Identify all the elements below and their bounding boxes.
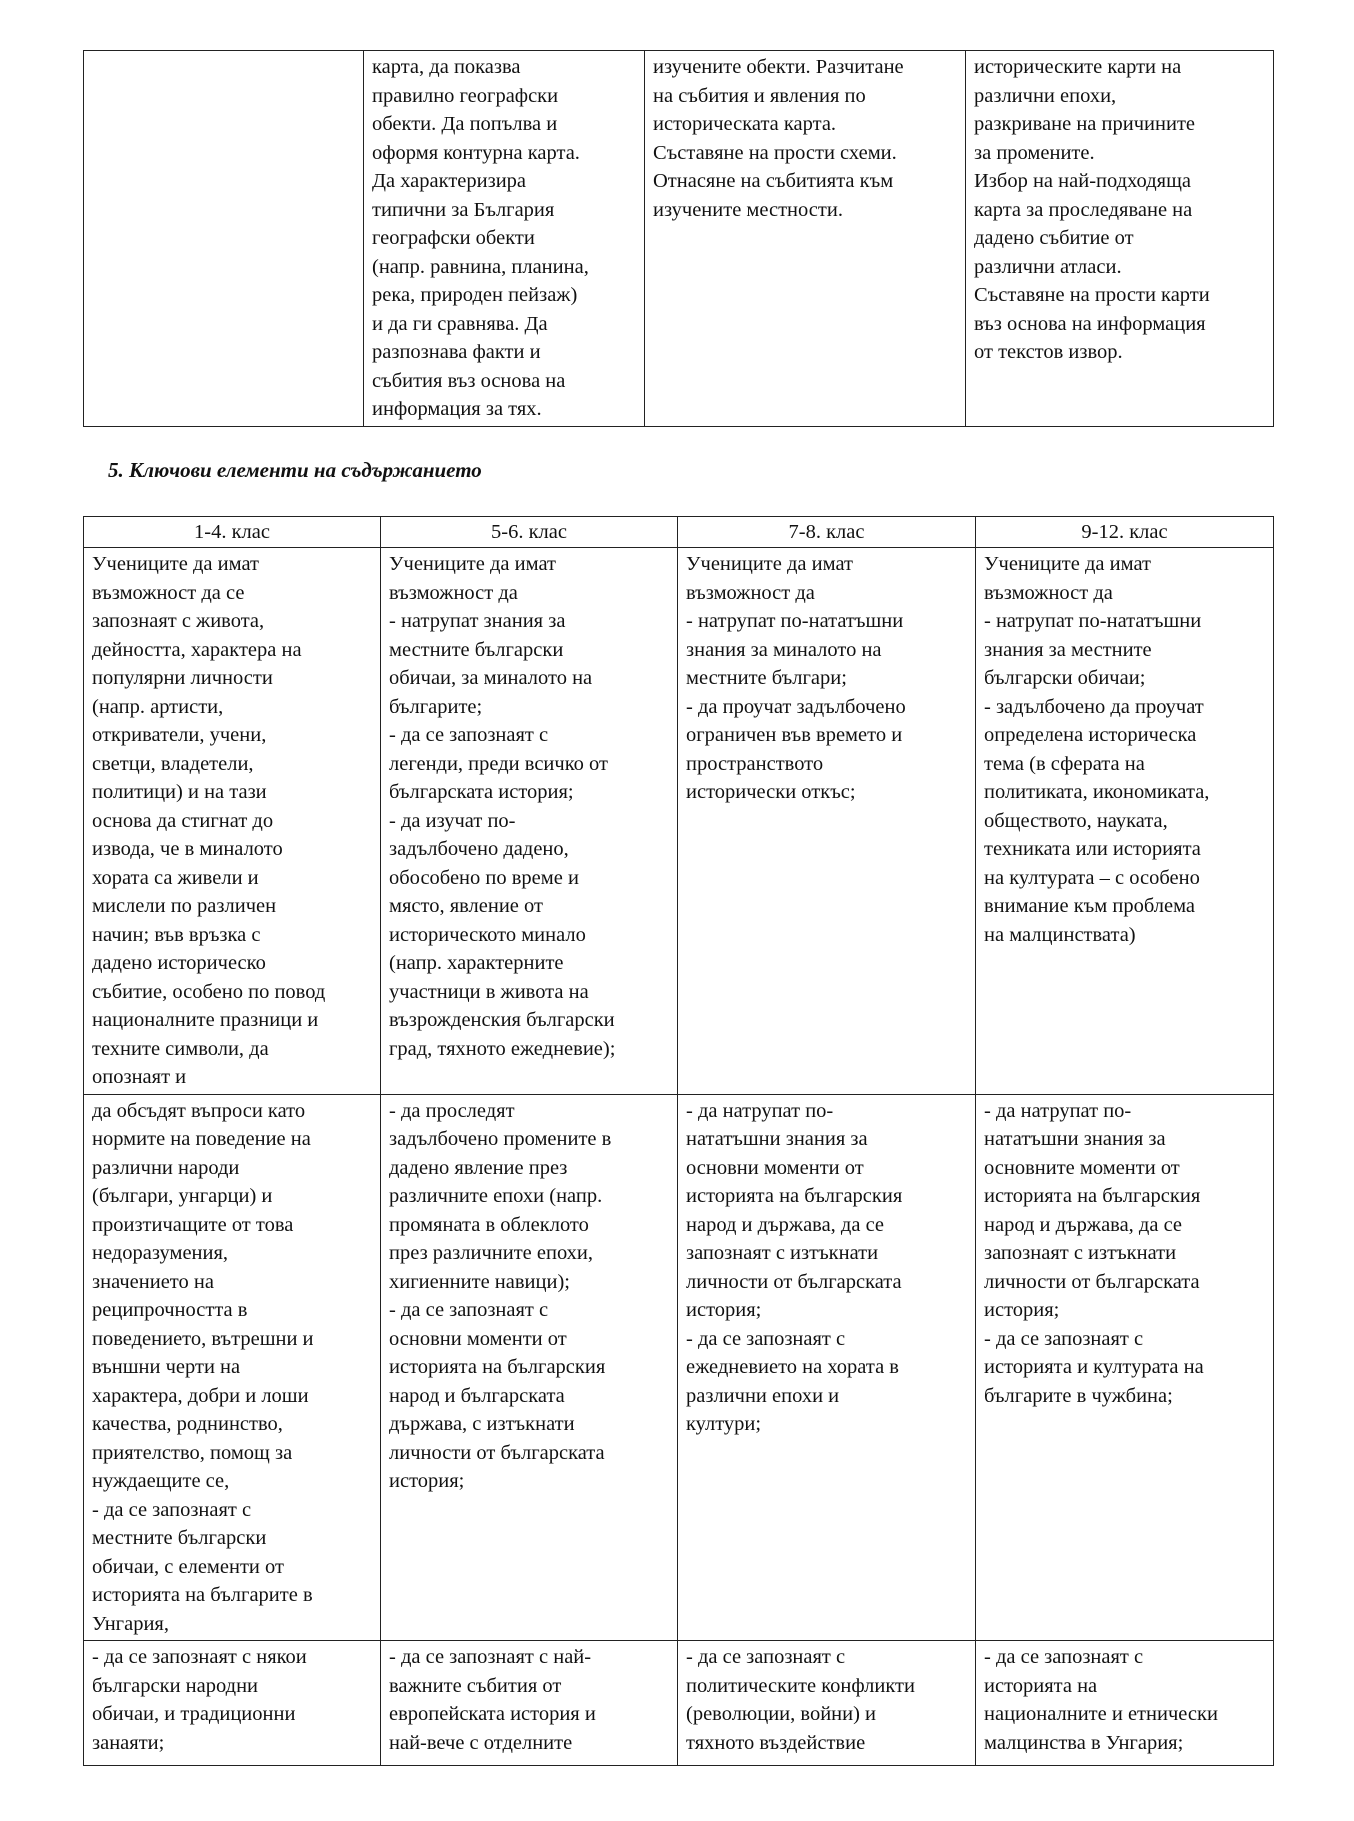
table-cell: Учениците да имат възможност да се запознаят с живота, дейността, характера на популярни личности (напр. артисти, откриватели, учени, светци, владетели, политици) и на тази основа да стигнат до извода, че в миналото хората са живели и мислели по различен начин; във връзка с дадено историческо събитие, особено по повод националните празници и техните символи, да опознаят и [84,548,381,1095]
table-cell: Учениците да имат възможност да - натрупат по-нататъшни знания за миналото на местните българи; - да проучат задълбочено ограничен във времето и пространството исторически откъс; [678,548,976,1095]
column-header: 1-4. клас [84,517,381,548]
table-row [84,1641,1274,1766]
table-cell: - да проследят задълбочено промените в дадено явление през различните епохи (напр. промяната в облеклото през различните епохи, хигиенните навици); - да се запознаят с основни моменти от историята на българския народ и българската държава, с изтъкнати личности от българската история; [381,1094,678,1641]
table-cell: - да се запознаят с най- важните събития от европейската история и най-вече с отделните [381,1641,678,1766]
table-cell: - да се запознаят с историята на националните и етнически малцинства в Унгария; [976,1641,1274,1766]
table-cell: - да се запознаят с политическите конфликти (революции, войни) и тяхното въздействие [678,1641,976,1766]
table-cell: да обсъдят въпроси като нормите на поведение на различни народи (българи, унгарци) и произтичащите от това недоразумения, значението на реципрочността в поведението, вътрешни и външни черти на характера, добри и лоши качества, роднинство, приятелство, помощ за нуждаещите се, - да се запознаят с местните български обичаи, с елементи от историята на българите в Унгария, [84,1094,381,1641]
section-heading: 5. Ключови елементи на съдържанието [108,458,482,482]
table-row [84,51,1274,427]
table-cell [84,51,364,427]
table-cell: изучените обекти. Разчитане на събития и явления по историческата карта. Съставяне на прости схеми. Отнасяне на събитията към изучените местности. [645,51,966,427]
column-header: 5-6. клас [381,517,678,548]
table-cell: историческите карти на различни епохи, разкриване на причините за промените. Избор на най-подходяща карта за проследяване на дадено събитие от различни атласи. Съставяне на прости карти въз основа на информация от текстов извор. [966,51,1274,427]
content-elements-table [83,516,1274,1766]
top-table [83,50,1274,427]
header-row [84,517,1274,548]
table-row [84,1094,1274,1641]
table-cell: Учениците да имат възможност да - натрупат по-нататъшни знания за местните български обичаи; - задълбочено да проучат определена историческа тема (в сферата на политиката, икономиката, обществото, науката, техниката или историята на културата – с особено внимание към проблема на малцинствата) [976,548,1274,1095]
column-header: 7-8. клас [678,517,976,548]
table-cell: - да натрупат по- нататъшни знания за основните моменти от историята на българския народ и държава, да се запознаят с изтъкнати личности от българската история; - да се запознаят с историята и културата на българите в чужбина; [976,1094,1274,1641]
table-cell: карта, да показва правилно географски обекти. Да попълва и оформя контурна карта. Да характеризира типични за България географски обекти (напр. равнина, планина, река, природен пейзаж) и да ги сравнява. Да разпознава факти и събития въз основа на информация за тях. [364,51,645,427]
table-cell: - да се запознаят с някои български народни обичаи, и традиционни занаяти; [84,1641,381,1766]
table-row [84,548,1274,1095]
column-header: 9-12. клас [976,517,1274,548]
table-cell: - да натрупат по- нататъшни знания за основни моменти от историята на българския народ и държава, да се запознаят с изтъкнати личности от българската история; - да се запознаят с ежедневието на хората в различни епохи и култури; [678,1094,976,1641]
table-cell: Учениците да имат възможност да - натрупат знания за местните български обичаи, за миналото на българите; - да се запознаят с легенди, преди всичко от българската история; - да изучат по- задълбочено дадено, обособено по време и място, явление от историческото минало (напр. характерните участници в живота на възрожденския български град, тяхното ежедневие); [381,548,678,1095]
